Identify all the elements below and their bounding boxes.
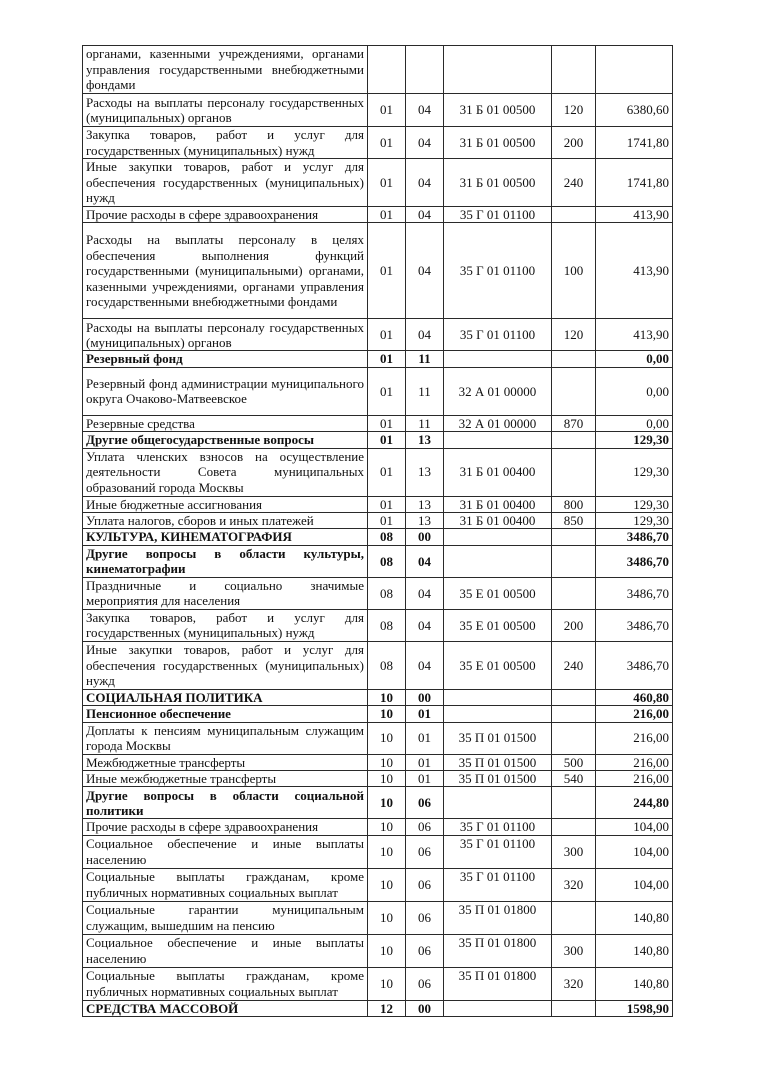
target-article-cell [444,706,552,722]
section-code-cell: 01 [368,496,406,512]
table-row [83,706,673,722]
amount-cell: 1598,90 [596,1000,673,1016]
expense-type-cell: 320 [552,868,596,901]
table-row [83,577,673,609]
subsection-code-cell: 00 [406,529,444,545]
section-code-cell: 08 [368,577,406,609]
section-code-cell: 10 [368,835,406,868]
table-row [83,722,673,754]
row-name-cell: Социальные выплаты гражданам, кроме публичных нормативных социальных выплат [83,868,368,901]
table-row [83,529,673,545]
expense-type-cell: 240 [552,641,596,689]
table-row [83,1000,673,1016]
row-name-cell: Иные закупки товаров, работ и услуг для обеспечения государственных (муниципальных) нужд [83,641,368,689]
table-row [83,787,673,819]
amount-cell: 413,90 [596,207,673,223]
expense-type-cell [552,901,596,934]
subsection-code-cell: 11 [406,415,444,431]
target-article-cell [444,689,552,705]
target-article-cell: 35 П 01 01800 [444,934,552,967]
target-article-cell: 35 П 01 01800 [444,967,552,1000]
table-row [83,901,673,934]
subsection-code-cell: 04 [406,545,444,577]
amount-cell: 3486,70 [596,545,673,577]
section-code-cell: 10 [368,901,406,934]
table-row [83,94,673,127]
expense-type-cell [552,207,596,223]
amount-cell: 129,30 [596,432,673,448]
row-name-cell: СРЕДСТВА МАССОВОЙ [83,1000,368,1016]
target-article-cell: 35 Е 01 00500 [444,577,552,609]
row-name-cell: Праздничные и социально значимые мероприятия для населения [83,577,368,609]
section-code-cell: 10 [368,868,406,901]
amount-cell: 216,00 [596,771,673,787]
target-article-cell: 31 Б 01 00400 [444,496,552,512]
expense-type-cell [552,432,596,448]
target-article-cell: 35 П 01 01800 [444,901,552,934]
section-code-cell [368,46,406,94]
expense-type-cell: 540 [552,771,596,787]
section-code-cell: 12 [368,1000,406,1016]
amount-cell: 216,00 [596,754,673,770]
budget-table [82,45,673,1017]
amount-cell: 129,30 [596,448,673,496]
target-article-cell: 31 Б 01 00400 [444,513,552,529]
row-name-cell: Резервные средства [83,415,368,431]
target-article-cell: 35 Г 01 01100 [444,868,552,901]
table-row [83,513,673,529]
subsection-code-cell: 13 [406,432,444,448]
table-row [83,367,673,415]
expense-type-cell [552,46,596,94]
expense-type-cell [552,351,596,367]
subsection-code-cell: 04 [406,207,444,223]
amount-cell: 3486,70 [596,609,673,641]
amount-cell: 104,00 [596,819,673,835]
expense-type-cell [552,577,596,609]
section-code-cell: 01 [368,159,406,207]
target-article-cell: 31 Б 01 00400 [444,448,552,496]
table-row [83,415,673,431]
subsection-code-cell: 04 [406,223,444,319]
expense-type-cell [552,722,596,754]
target-article-cell [444,1000,552,1016]
table-row [83,835,673,868]
row-name-cell: Уплата членских взносов на осуществление деятельности Совета муниципальных образований города Москвы [83,448,368,496]
table-row [83,819,673,835]
row-name-cell: Социальное обеспечение и иные выплаты населению [83,835,368,868]
row-name-cell: Иные межбюджетные трансферты [83,771,368,787]
target-article-cell: 35 Г 01 01100 [444,207,552,223]
section-code-cell: 01 [368,432,406,448]
target-article-cell [444,545,552,577]
row-name-cell: Расходы на выплаты персоналу в целях обеспечения выполнения функций государственными (муниципальными) органами, казенными учреждениями, органами управления государственными внебюджетными фондами [83,223,368,319]
table-row [83,754,673,770]
subsection-code-cell: 04 [406,609,444,641]
table-row [83,448,673,496]
target-article-cell: 35 Е 01 00500 [444,641,552,689]
section-code-cell: 10 [368,689,406,705]
target-article-cell: 31 Б 01 00500 [444,127,552,159]
amount-cell: 3486,70 [596,577,673,609]
target-article-cell [444,46,552,94]
expense-type-cell: 870 [552,415,596,431]
expense-type-cell [552,787,596,819]
expense-type-cell: 120 [552,94,596,127]
row-name-cell: КУЛЬТУРА, КИНЕМАТОГРАФИЯ [83,529,368,545]
row-name-cell: Резервный фонд [83,351,368,367]
target-article-cell: 31 Б 01 00500 [444,94,552,127]
row-name-cell: Иные закупки товаров, работ и услуг для обеспечения государственных (муниципальных) нужд [83,159,368,207]
amount-cell: 0,00 [596,367,673,415]
row-name-cell: Социальные выплаты гражданам, кроме публичных нормативных социальных выплат [83,967,368,1000]
expense-type-cell [552,1000,596,1016]
amount-cell: 140,80 [596,967,673,1000]
row-name-cell: Доплаты к пенсиям муниципальным служащим города Москвы [83,722,368,754]
amount-cell: 216,00 [596,706,673,722]
target-article-cell: 35 Е 01 00500 [444,609,552,641]
target-article-cell: 31 Б 01 00500 [444,159,552,207]
expense-type-cell: 850 [552,513,596,529]
section-code-cell: 10 [368,771,406,787]
amount-cell: 1741,80 [596,159,673,207]
row-name-cell: органами, казенными учреждениями, органами управления государственными внебюджетными фондами [83,46,368,94]
subsection-code-cell: 06 [406,868,444,901]
section-code-cell: 08 [368,545,406,577]
subsection-code-cell: 13 [406,448,444,496]
amount-cell: 104,00 [596,835,673,868]
section-code-cell: 10 [368,706,406,722]
section-code-cell: 01 [368,513,406,529]
table-row [83,545,673,577]
row-name-cell: Прочие расходы в сфере здравоохранения [83,207,368,223]
row-name-cell: Расходы на выплаты персоналу государственных (муниципальных) органов [83,319,368,351]
target-article-cell: 32 А 01 00000 [444,367,552,415]
subsection-code-cell: 01 [406,706,444,722]
expense-type-cell: 300 [552,835,596,868]
amount-cell: 244,80 [596,787,673,819]
expense-type-cell [552,545,596,577]
expense-type-cell: 200 [552,127,596,159]
row-name-cell: Социальное обеспечение и иные выплаты населению [83,934,368,967]
subsection-code-cell: 04 [406,641,444,689]
subsection-code-cell: 11 [406,367,444,415]
section-code-cell: 01 [368,94,406,127]
amount-cell: 216,00 [596,722,673,754]
section-code-cell: 10 [368,787,406,819]
target-article-cell: 35 П 01 01500 [444,722,552,754]
section-code-cell: 08 [368,641,406,689]
table-row [83,159,673,207]
section-code-cell: 01 [368,367,406,415]
expense-type-cell [552,367,596,415]
section-code-cell: 01 [368,448,406,496]
row-name-cell: Другие общегосударственные вопросы [83,432,368,448]
expense-type-cell [552,819,596,835]
section-code-cell: 10 [368,819,406,835]
section-code-cell: 08 [368,529,406,545]
subsection-code-cell: 04 [406,94,444,127]
target-article-cell [444,351,552,367]
row-name-cell: Другие вопросы в области социальной политики [83,787,368,819]
table-row [83,46,673,94]
row-name-cell: Иные бюджетные ассигнования [83,496,368,512]
amount-cell: 413,90 [596,319,673,351]
section-code-cell: 01 [368,415,406,431]
amount-cell: 129,30 [596,496,673,512]
row-name-cell: Пенсионное обеспечение [83,706,368,722]
table-row [83,609,673,641]
table-row [83,207,673,223]
row-name-cell: Резервный фонд администрации муниципального округа Очаково-Матвеевское [83,367,368,415]
section-code-cell: 01 [368,207,406,223]
expense-type-cell: 800 [552,496,596,512]
amount-cell: 140,80 [596,934,673,967]
expense-type-cell: 100 [552,223,596,319]
section-code-cell: 01 [368,223,406,319]
target-article-cell: 35 Г 01 01100 [444,223,552,319]
subsection-code-cell: 04 [406,127,444,159]
table-row [83,319,673,351]
table-row [83,432,673,448]
section-code-cell: 01 [368,319,406,351]
row-name-cell: Закупка товаров, работ и услуг для государственных (муниципальных) нужд [83,609,368,641]
row-name-cell: Другие вопросы в области культуры, кинематографии [83,545,368,577]
table-row [83,351,673,367]
subsection-code-cell: 06 [406,835,444,868]
subsection-code-cell: 11 [406,351,444,367]
subsection-code-cell: 04 [406,577,444,609]
row-name-cell: Уплата налогов, сборов и иных платежей [83,513,368,529]
amount-cell: 0,00 [596,351,673,367]
amount-cell: 140,80 [596,901,673,934]
amount-cell: 413,90 [596,223,673,319]
subsection-code-cell: 04 [406,319,444,351]
amount-cell: 460,80 [596,689,673,705]
row-name-cell: Расходы на выплаты персоналу государственных (муниципальных) органов [83,94,368,127]
target-article-cell: 35 Г 01 01100 [444,319,552,351]
subsection-code-cell: 01 [406,771,444,787]
table-row [83,967,673,1000]
row-name-cell: Закупка товаров, работ и услуг для государственных (муниципальных) нужд [83,127,368,159]
expense-type-cell [552,689,596,705]
subsection-code-cell: 01 [406,722,444,754]
subsection-code-cell: 13 [406,496,444,512]
subsection-code-cell [406,46,444,94]
section-code-cell: 01 [368,351,406,367]
section-code-cell: 10 [368,967,406,1000]
table-row [83,641,673,689]
table-row [83,771,673,787]
table-row [83,689,673,705]
row-name-cell: Межбюджетные трансферты [83,754,368,770]
amount-cell: 3486,70 [596,641,673,689]
expense-type-cell: 300 [552,934,596,967]
subsection-code-cell: 01 [406,754,444,770]
budget-table-body [83,46,673,1017]
table-row [83,934,673,967]
subsection-code-cell: 04 [406,159,444,207]
target-article-cell: 35 Г 01 01100 [444,835,552,868]
expense-type-cell: 240 [552,159,596,207]
subsection-code-cell: 00 [406,689,444,705]
subsection-code-cell: 06 [406,819,444,835]
expense-type-cell [552,706,596,722]
row-name-cell: Прочие расходы в сфере здравоохранения [83,819,368,835]
target-article-cell [444,529,552,545]
subsection-code-cell: 00 [406,1000,444,1016]
amount-cell: 3486,70 [596,529,673,545]
row-name-cell: СОЦИАЛЬНАЯ ПОЛИТИКА [83,689,368,705]
expense-type-cell [552,448,596,496]
expense-type-cell: 320 [552,967,596,1000]
target-article-cell [444,787,552,819]
amount-cell: 0,00 [596,415,673,431]
table-row [83,223,673,319]
amount-cell: 129,30 [596,513,673,529]
section-code-cell: 10 [368,722,406,754]
amount-cell [596,46,673,94]
expense-type-cell [552,529,596,545]
subsection-code-cell: 06 [406,901,444,934]
section-code-cell: 10 [368,934,406,967]
target-article-cell: 35 П 01 01500 [444,754,552,770]
subsection-code-cell: 06 [406,787,444,819]
target-article-cell [444,432,552,448]
expense-type-cell: 200 [552,609,596,641]
expense-type-cell: 500 [552,754,596,770]
target-article-cell: 32 А 01 00000 [444,415,552,431]
section-code-cell: 10 [368,754,406,770]
amount-cell: 6380,60 [596,94,673,127]
row-name-cell: Социальные гарантии муниципальным служащим, вышедшим на пенсию [83,901,368,934]
amount-cell: 104,00 [596,868,673,901]
amount-cell: 1741,80 [596,127,673,159]
table-row [83,496,673,512]
target-article-cell: 35 Г 01 01100 [444,819,552,835]
subsection-code-cell: 06 [406,967,444,1000]
table-row [83,868,673,901]
target-article-cell: 35 П 01 01500 [444,771,552,787]
subsection-code-cell: 13 [406,513,444,529]
section-code-cell: 01 [368,127,406,159]
section-code-cell: 08 [368,609,406,641]
table-row [83,127,673,159]
expense-type-cell: 120 [552,319,596,351]
subsection-code-cell: 06 [406,934,444,967]
